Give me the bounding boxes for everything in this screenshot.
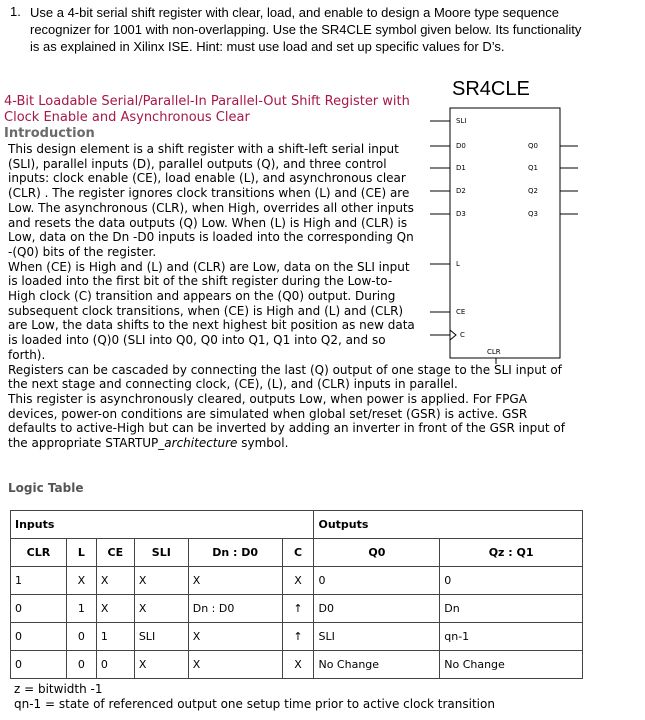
doc-heading: 4-Bit Loadable Serial/Parallel-In Parallel-Out Shift Register with Clock Enable and Asynchronous Clear <box>4 94 410 125</box>
table-cell: X <box>66 567 96 595</box>
table-cell: 0 <box>66 623 96 651</box>
table-cell: 0 <box>96 651 134 679</box>
paragraph-4-text: This register is asynchronously cleared, outputs Low, when power is applied. For FPGA devices, power-on conditions are simulated when global set/reset (GSR) is active. GSR defaults to active-High but can be inverted by adding an inverter in front of the GSR input of the appropriate STARTUP_ <box>8 391 565 451</box>
pin-label-q2: Q2 <box>528 187 538 195</box>
paragraph-2: When (CE) is High and (L) and (CLR) are Low, data on the SLI input is loaded into the first bit of the shift register during the Low-to-High clock (C) transition and appears on the (Q0) output. During subsequent clock transitions, when (CE) is High and (L) and (CLR) are Low, the data shifts to the next highest bit position as new data is loaded into (Q)0 (SLI into Q0, Q0 into Q1, Q1 into Q2, and so forth). <box>8 259 415 362</box>
table-cell: X <box>96 567 134 595</box>
table-cell: ↑ <box>282 595 314 623</box>
table-cell: 1 <box>96 623 134 651</box>
col-header: Q0 <box>314 539 440 567</box>
table-cell: Dn <box>440 595 583 623</box>
table-cell: Dn : D0 <box>188 595 282 623</box>
table-cell: X <box>134 651 188 679</box>
pin-label-q1: Q1 <box>528 164 538 172</box>
table-cell: X <box>188 623 282 651</box>
pin-label-q0: Q0 <box>528 142 538 150</box>
pin-label-clr: CLR <box>487 348 501 356</box>
table-cell: qn-1 <box>440 623 583 651</box>
table-cell: X <box>282 651 314 679</box>
column-header-row <box>11 539 583 567</box>
col-header: CE <box>96 539 134 567</box>
col-header: CLR <box>11 539 67 567</box>
table-cell: 0 <box>11 595 67 623</box>
startup-architecture: architecture <box>164 436 238 451</box>
clock-triangle <box>450 330 456 340</box>
paragraph-1: This design element is a shift register with a shift-left serial input (SLI), parallel inputs (D), parallel outputs (Q), and three control inputs: clock enable (CE), load enable (L), and asynchronous clear (CLR) . The register ignores clock transitions when (L) and (CE) are Low. The asynchronous (CLR), when High, overrides all other inputs and resets the data outputs (Q) Low. When (L) is High and (CLR) is Low, data on the Dn -D0 inputs is loaded into the corresponding Qn -(Q0) bits of the register. <box>8 142 414 259</box>
pin-label-d3: D3 <box>456 210 466 218</box>
intro-title: Introduction <box>4 126 95 141</box>
table-cell: 0 <box>11 651 67 679</box>
sr4cle-symbol <box>420 100 580 365</box>
logic-table-title: Logic Table <box>8 481 84 495</box>
table-notes <box>14 682 495 712</box>
paragraph-3: Registers can be cascaded by connecting the last (Q) output of one stage to the SLI input of the next stage and connecting clock, (CE), (L), and (CLR) inputs in parallel. <box>8 362 562 392</box>
pin-label-sli: SLI <box>456 117 467 125</box>
symbol-body <box>450 108 560 358</box>
table-row <box>11 651 583 679</box>
table-cell: D0 <box>314 595 440 623</box>
col-header: Qz : Q1 <box>440 539 583 567</box>
table-cell: ↑ <box>282 623 314 651</box>
col-header: C <box>282 539 314 567</box>
paragraph-4 <box>8 392 573 451</box>
table-cell: X <box>134 595 188 623</box>
table-cell: X <box>134 567 188 595</box>
table-cell: 0 <box>314 567 440 595</box>
col-header: L <box>66 539 96 567</box>
symbol-title: SR4CLE <box>452 78 530 100</box>
table-cell: No Change <box>440 651 583 679</box>
pin-label-c: C <box>460 331 465 339</box>
group-inputs: Inputs <box>11 511 314 539</box>
paragraph-4-tail: symbol. <box>237 436 289 451</box>
table-row <box>11 567 583 595</box>
table-cell: SLI <box>314 623 440 651</box>
pin-label-q3: Q3 <box>528 210 538 218</box>
table-row <box>11 623 583 651</box>
note-qn-1: qn-1 = state of referenced output one setup time prior to active clock transition <box>14 697 495 711</box>
table-cell: 0 <box>11 623 67 651</box>
pin-label-l: L <box>456 260 460 268</box>
table-cell: 1 <box>11 567 67 595</box>
table-cell: 1 <box>66 595 96 623</box>
table-cell: No Change <box>314 651 440 679</box>
pin-label-d0: D0 <box>456 142 466 150</box>
pin-label-d1: D1 <box>456 164 466 172</box>
table-cell: X <box>188 567 282 595</box>
table-row <box>11 595 583 623</box>
group-outputs: Outputs <box>314 511 583 539</box>
table-cell: SLI <box>134 623 188 651</box>
table-cell: X <box>188 651 282 679</box>
logic-table <box>10 510 583 679</box>
question-text: Use a 4-bit serial shift register with clear, load, and enable to design a Moore type sequence recognizer for 1001 with non-overlapping. Use the SR4CLE symbol given below. Its functionality is as explained in Xilinx ISE. Hint: must use load and set up specific values for D’s. <box>30 5 582 54</box>
table-cell: 0 <box>66 651 96 679</box>
col-header: Dn : D0 <box>188 539 282 567</box>
question-number: 1. <box>10 4 21 19</box>
table-cell: X <box>282 567 314 595</box>
pin-label-ce: CE <box>456 308 466 316</box>
group-header-row <box>11 511 583 539</box>
table-cell: X <box>96 595 134 623</box>
pin-label-d2: D2 <box>456 187 466 195</box>
col-header: SLI <box>134 539 188 567</box>
note-bitwidth: z = bitwidth -1 <box>14 682 103 696</box>
table-cell: 0 <box>440 567 583 595</box>
